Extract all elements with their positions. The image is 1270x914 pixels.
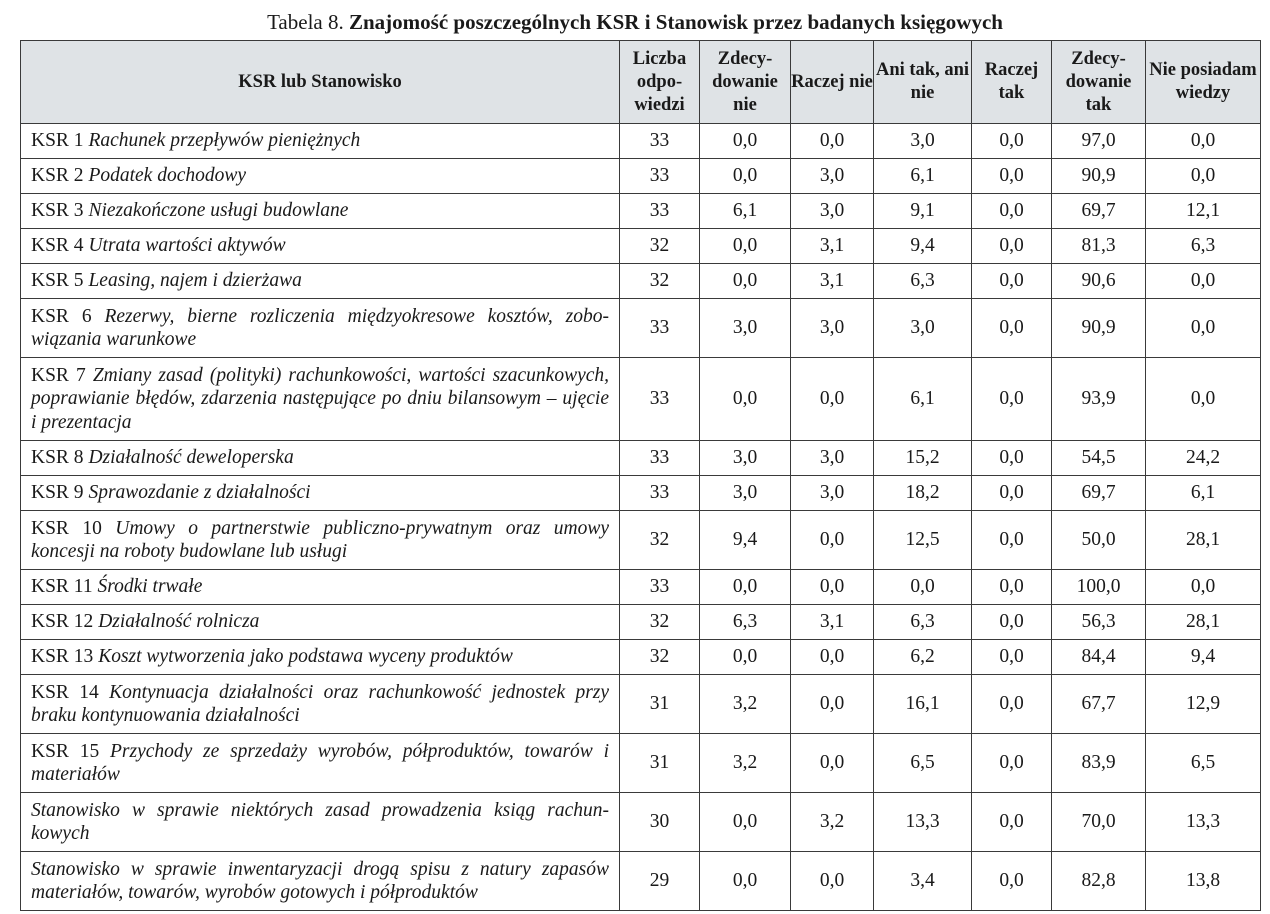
table-caption-label: Tabela 8.: [267, 10, 344, 34]
ksr-code: KSR 1: [31, 130, 84, 152]
cell-definitely-no: 9,4: [700, 511, 791, 570]
ksr-description: Stanowisko w sprawie niektórych zasad prowadzenia ksiąg rachunkowych: [31, 799, 609, 844]
cell-definitely-no: 3,0: [700, 441, 791, 476]
cell-no-knowledge: 0,0: [1146, 299, 1261, 358]
header-response-count: Liczba odpo- wiedzi: [620, 41, 700, 124]
cell-neutral: 13,3: [874, 793, 972, 852]
ksr-description: Stanowisko w sprawie inwentaryzacji drogą spisu z natury zapasów materiałów, towarów, wyrobów gotowych i półproduktów: [31, 858, 609, 903]
cell-rather-yes: 0,0: [972, 299, 1052, 358]
cell-definitely-yes: 69,7: [1052, 194, 1146, 229]
cell-definitely-yes: 90,9: [1052, 299, 1146, 358]
cell-response-count: 33: [620, 476, 700, 511]
cell-definitely-no: 0,0: [700, 124, 791, 159]
ksr-name-cell: [21, 570, 620, 605]
cell-rather-yes: 0,0: [972, 476, 1052, 511]
table-row: [21, 194, 1261, 229]
ksr-name-cell: [21, 852, 620, 911]
cell-no-knowledge: 28,1: [1146, 605, 1261, 640]
table-row: [21, 793, 1261, 852]
ksr-name-cell: [21, 358, 620, 441]
cell-definitely-yes: 83,9: [1052, 734, 1146, 793]
cell-neutral: 6,1: [874, 358, 972, 441]
cell-definitely-yes: 54,5: [1052, 441, 1146, 476]
table-header-row: [21, 41, 1261, 124]
cell-no-knowledge: 13,3: [1146, 793, 1261, 852]
ksr-description: Umowy o partnerstwie publiczno-prywatnym oraz umowy koncesji na roboty budowlane lub usługi: [31, 517, 610, 562]
cell-response-count: 30: [620, 793, 700, 852]
ksr-description: Koszt wytworzenia jako podstawa wyceny produktów: [98, 646, 513, 668]
cell-response-count: 32: [620, 511, 700, 570]
cell-rather-yes: 0,0: [972, 793, 1052, 852]
cell-definitely-yes: 50,0: [1052, 511, 1146, 570]
table-caption: [0, 8, 1270, 36]
cell-neutral: 3,0: [874, 299, 972, 358]
ksr-code: KSR 8: [31, 447, 84, 469]
cell-definitely-no: 3,0: [700, 476, 791, 511]
cell-rather-yes: 0,0: [972, 852, 1052, 911]
ksr-description: Rachunek przepływów pieniężnych: [88, 130, 361, 152]
table-caption-title: Znajomość poszczególnych KSR i Stanowisk przez badanych księgowych: [348, 10, 1003, 34]
cell-rather-no: 3,1: [791, 229, 874, 264]
table-row: [21, 640, 1261, 675]
cell-definitely-no: 0,0: [700, 264, 791, 299]
cell-rather-no: 0,0: [791, 675, 874, 734]
cell-definitely-no: 6,3: [700, 605, 791, 640]
ksr-code: KSR 7: [31, 364, 86, 386]
ksr-code: KSR 2: [31, 165, 84, 187]
ksr-name-cell: [21, 229, 620, 264]
ksr-code: KSR 11: [31, 576, 93, 598]
cell-rather-yes: 0,0: [972, 229, 1052, 264]
table-row: [21, 734, 1261, 793]
header-definitely-no: Zdecy- dowanie nie: [700, 41, 791, 124]
table-row: [21, 159, 1261, 194]
cell-rather-yes: 0,0: [972, 264, 1052, 299]
cell-rather-yes: 0,0: [972, 734, 1052, 793]
cell-response-count: 32: [620, 605, 700, 640]
cell-definitely-yes: 70,0: [1052, 793, 1146, 852]
cell-definitely-no: 3,0: [700, 299, 791, 358]
cell-rather-yes: 0,0: [972, 124, 1052, 159]
ksr-name-cell: [21, 675, 620, 734]
cell-rather-yes: 0,0: [972, 640, 1052, 675]
ksr-name-cell: [21, 605, 620, 640]
cell-no-knowledge: 12,9: [1146, 675, 1261, 734]
cell-neutral: 6,5: [874, 734, 972, 793]
cell-rather-no: 3,2: [791, 793, 874, 852]
table-row: [21, 852, 1261, 911]
cell-neutral: 3,4: [874, 852, 972, 911]
cell-rather-yes: 0,0: [972, 570, 1052, 605]
cell-no-knowledge: 9,4: [1146, 640, 1261, 675]
cell-neutral: 15,2: [874, 441, 972, 476]
cell-definitely-yes: 93,9: [1052, 358, 1146, 441]
ksr-name-cell: [21, 640, 620, 675]
cell-definitely-yes: 81,3: [1052, 229, 1146, 264]
ksr-description: Przychody ze sprzedaży wyrobów, półproduktów, towarów i materiałów: [31, 740, 610, 785]
cell-definitely-no: 6,1: [700, 194, 791, 229]
cell-neutral: 3,0: [874, 124, 972, 159]
table-row: [21, 124, 1261, 159]
cell-no-knowledge: 0,0: [1146, 264, 1261, 299]
cell-definitely-no: 0,0: [700, 358, 791, 441]
cell-definitely-no: 3,2: [700, 675, 791, 734]
ksr-code: KSR 13: [31, 646, 94, 668]
cell-rather-yes: 0,0: [972, 675, 1052, 734]
ksr-description: Rezerwy, bierne rozliczenia międzyokresowe kosztów, zobowiązania warunkowe: [31, 305, 610, 350]
cell-response-count: 33: [620, 124, 700, 159]
cell-no-knowledge: 0,0: [1146, 159, 1261, 194]
header-ksr-name: KSR lub Stanowisko: [21, 41, 620, 124]
cell-rather-no: 3,0: [791, 476, 874, 511]
ksr-name-cell: [21, 476, 620, 511]
ksr-code: KSR 12: [31, 611, 94, 633]
table-body: [21, 124, 1261, 911]
ksr-description: Leasing, najem i dzierżawa: [88, 270, 302, 292]
cell-no-knowledge: 0,0: [1146, 124, 1261, 159]
ksr-code: KSR 14: [31, 681, 99, 703]
cell-response-count: 29: [620, 852, 700, 911]
cell-neutral: 6,1: [874, 159, 972, 194]
cell-no-knowledge: 12,1: [1146, 194, 1261, 229]
cell-rather-yes: 0,0: [972, 358, 1052, 441]
cell-definitely-no: 3,2: [700, 734, 791, 793]
ksr-name-cell: [21, 159, 620, 194]
table-row: [21, 511, 1261, 570]
cell-definitely-yes: 90,6: [1052, 264, 1146, 299]
cell-rather-no: 3,0: [791, 194, 874, 229]
ksr-name-cell: [21, 793, 620, 852]
cell-definitely-yes: 56,3: [1052, 605, 1146, 640]
cell-no-knowledge: 28,1: [1146, 511, 1261, 570]
ksr-code: KSR 3: [31, 200, 84, 222]
cell-response-count: 33: [620, 194, 700, 229]
ksr-description: Podatek dochodowy: [88, 165, 247, 187]
cell-definitely-yes: 82,8: [1052, 852, 1146, 911]
cell-definitely-no: 0,0: [700, 229, 791, 264]
ksr-name-cell: [21, 264, 620, 299]
cell-definitely-yes: 84,4: [1052, 640, 1146, 675]
cell-rather-no: 0,0: [791, 734, 874, 793]
header-rather-no: Raczej nie: [791, 41, 874, 124]
ksr-description: Utrata wartości aktywów: [88, 235, 286, 257]
ksr-description: Zmiany zasad (polityki) rachunkowości, wartości szacunkowych, poprawianie błędów, zdarzenia następujące po dniu bilansowym – ujęcie i prezentacja: [31, 364, 610, 433]
cell-response-count: 33: [620, 441, 700, 476]
ksr-code: KSR 6: [31, 305, 92, 327]
cell-neutral: 12,5: [874, 511, 972, 570]
table-row: [21, 675, 1261, 734]
cell-neutral: 9,1: [874, 194, 972, 229]
table-row: [21, 605, 1261, 640]
table-row: [21, 441, 1261, 476]
cell-definitely-no: 0,0: [700, 852, 791, 911]
cell-rather-no: 0,0: [791, 124, 874, 159]
cell-no-knowledge: 0,0: [1146, 570, 1261, 605]
cell-response-count: 33: [620, 299, 700, 358]
cell-rather-yes: 0,0: [972, 194, 1052, 229]
cell-neutral: 6,2: [874, 640, 972, 675]
ksr-name-cell: [21, 124, 620, 159]
cell-rather-yes: 0,0: [972, 511, 1052, 570]
ksr-code: KSR 10: [31, 517, 102, 539]
cell-no-knowledge: 24,2: [1146, 441, 1261, 476]
cell-rather-no: 0,0: [791, 358, 874, 441]
cell-rather-no: 0,0: [791, 852, 874, 911]
cell-definitely-yes: 97,0: [1052, 124, 1146, 159]
table-row: [21, 264, 1261, 299]
ksr-table: [20, 40, 1261, 911]
cell-neutral: 16,1: [874, 675, 972, 734]
cell-rather-no: 3,1: [791, 264, 874, 299]
cell-definitely-no: 0,0: [700, 570, 791, 605]
cell-rather-no: 3,0: [791, 159, 874, 194]
cell-rather-yes: 0,0: [972, 441, 1052, 476]
cell-response-count: 33: [620, 570, 700, 605]
ksr-name-cell: [21, 734, 620, 793]
ksr-code: KSR 15: [31, 740, 100, 762]
ksr-description: Kontynuacja działalności oraz rachunkowość jednostek przy braku kontynuowania działalności: [31, 681, 610, 726]
cell-rather-yes: 0,0: [972, 605, 1052, 640]
cell-no-knowledge: 6,1: [1146, 476, 1261, 511]
ksr-name-cell: [21, 511, 620, 570]
cell-no-knowledge: 6,3: [1146, 229, 1261, 264]
cell-definitely-no: 0,0: [700, 793, 791, 852]
header-no-knowledge: Nie posiadam wiedzy: [1146, 41, 1261, 124]
ksr-code: KSR 9: [31, 482, 84, 504]
cell-rather-no: 0,0: [791, 511, 874, 570]
cell-response-count: 32: [620, 640, 700, 675]
cell-neutral: 6,3: [874, 264, 972, 299]
cell-response-count: 33: [620, 358, 700, 441]
ksr-description: Niezakończone usługi budowlane: [88, 200, 349, 222]
cell-response-count: 31: [620, 675, 700, 734]
cell-definitely-no: 0,0: [700, 159, 791, 194]
cell-no-knowledge: 13,8: [1146, 852, 1261, 911]
cell-neutral: 9,4: [874, 229, 972, 264]
ksr-description: Działalność rolnicza: [98, 611, 260, 633]
cell-no-knowledge: 6,5: [1146, 734, 1261, 793]
header-neutral: Ani tak, ani nie: [874, 41, 972, 124]
cell-response-count: 32: [620, 229, 700, 264]
cell-definitely-yes: 90,9: [1052, 159, 1146, 194]
cell-definitely-yes: 100,0: [1052, 570, 1146, 605]
table-row: [21, 476, 1261, 511]
cell-rather-no: 3,0: [791, 299, 874, 358]
ksr-description: Środki trwałe: [97, 576, 203, 598]
cell-response-count: 33: [620, 159, 700, 194]
cell-response-count: 31: [620, 734, 700, 793]
ksr-code: KSR 4: [31, 235, 84, 257]
table-row: [21, 229, 1261, 264]
header-definitely-yes: Zdecy- dowanie tak: [1052, 41, 1146, 124]
cell-neutral: 6,3: [874, 605, 972, 640]
cell-definitely-yes: 69,7: [1052, 476, 1146, 511]
table-row: [21, 358, 1261, 441]
cell-rather-no: 3,1: [791, 605, 874, 640]
cell-rather-yes: 0,0: [972, 159, 1052, 194]
ksr-description: Działalność deweloperska: [88, 447, 294, 469]
cell-rather-no: 0,0: [791, 640, 874, 675]
header-rather-yes: Raczej tak: [972, 41, 1052, 124]
table-row: [21, 570, 1261, 605]
ksr-name-cell: [21, 299, 620, 358]
cell-definitely-no: 0,0: [700, 640, 791, 675]
cell-definitely-yes: 67,7: [1052, 675, 1146, 734]
table-row: [21, 299, 1261, 358]
cell-rather-no: 0,0: [791, 570, 874, 605]
ksr-name-cell: [21, 441, 620, 476]
ksr-name-cell: [21, 194, 620, 229]
ksr-description: Sprawozdanie z działalności: [88, 482, 311, 504]
cell-response-count: 32: [620, 264, 700, 299]
ksr-code: KSR 5: [31, 270, 84, 292]
cell-neutral: 18,2: [874, 476, 972, 511]
cell-neutral: 0,0: [874, 570, 972, 605]
cell-no-knowledge: 0,0: [1146, 358, 1261, 441]
cell-rather-no: 3,0: [791, 441, 874, 476]
